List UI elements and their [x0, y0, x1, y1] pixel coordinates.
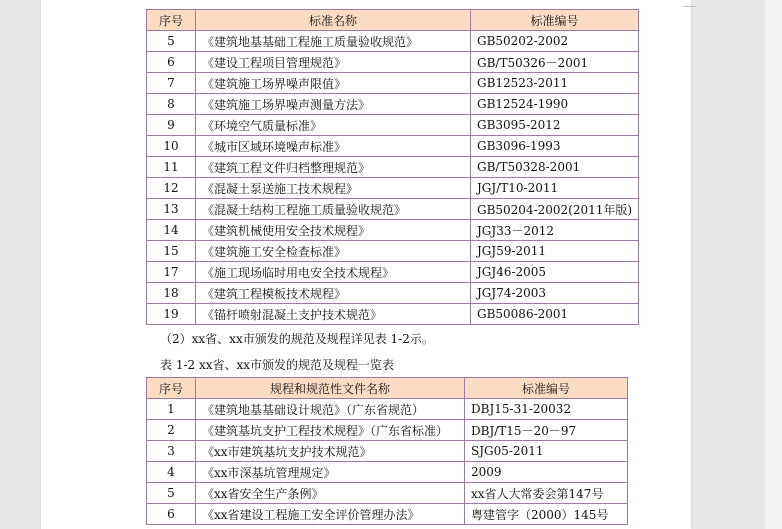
- table-row: [147, 399, 628, 420]
- table-row: [147, 462, 628, 483]
- header-cell: 标准编号: [471, 10, 639, 31]
- table-header-row: [147, 378, 628, 399]
- standard-name-cell: 《xx市建筑基坑支护技术规范》: [196, 441, 465, 462]
- row-number-cell: 18: [147, 283, 196, 304]
- standard-name-cell: 《建筑工程模板技术规程》: [196, 283, 471, 304]
- table-row: [147, 483, 628, 504]
- standard-code-cell: JGJ59-2011: [471, 241, 639, 262]
- standard-name-cell: 《建筑施工安全检查标准》: [196, 241, 471, 262]
- standards-table: [146, 9, 639, 325]
- standard-code-cell: GB50086-2001: [471, 304, 639, 325]
- row-number-cell: 14: [147, 220, 196, 241]
- row-number-cell: 19: [147, 304, 196, 325]
- standard-code-cell: JGJ46-2005: [471, 262, 639, 283]
- standard-code-cell: GB12524-1990: [471, 94, 639, 115]
- standard-name-cell: 《混凝土泵送施工技术规程》: [196, 178, 471, 199]
- standard-code-cell: 2009: [465, 462, 628, 483]
- row-number-cell: 6: [147, 504, 196, 525]
- standard-code-cell: GB50204-2002(2011年版): [471, 199, 639, 220]
- header-cell: 标准名称: [196, 10, 471, 31]
- standard-code-cell: GB3096-1993: [471, 136, 639, 157]
- standard-name-cell: 《锚杆喷射混凝土支护技术规范》: [196, 304, 471, 325]
- standard-code-cell: JGJ33－2012: [471, 220, 639, 241]
- header-cell: 标准编号: [465, 378, 628, 399]
- standard-name-cell: 《建筑地基基础设计规范》（广东省规范）: [196, 399, 465, 420]
- standard-code-cell: GB3095-2012: [471, 115, 639, 136]
- table-row: [147, 73, 639, 94]
- standard-name-cell: 《建筑施工场界噪声限值》: [196, 73, 471, 94]
- standard-name-cell: 《建筑施工场界噪声测量方法》: [196, 94, 471, 115]
- standard-name-cell: 《混凝土结构工程施工质量验收规范》: [196, 199, 471, 220]
- table-row: [147, 136, 639, 157]
- table-header-row: [147, 10, 639, 31]
- standard-code-cell: JGJ/T10-2011: [471, 178, 639, 199]
- standard-name-cell: 《建筑地基基础工程施工质量验收规范》: [196, 31, 471, 52]
- table-row: [147, 441, 628, 462]
- table-row: [147, 31, 639, 52]
- table-row: [147, 115, 639, 136]
- row-number-cell: 15: [147, 241, 196, 262]
- standard-code-cell: JGJ74-2003: [471, 283, 639, 304]
- header-cell: 规程和规范性文件名称: [196, 378, 465, 399]
- row-number-cell: 12: [147, 178, 196, 199]
- standard-name-cell: 《建筑机械使用安全技术规程》: [196, 220, 471, 241]
- standard-name-cell: 《建筑基坑支护工程技术规程》（广东省标准）: [196, 420, 465, 441]
- row-number-cell: 5: [147, 31, 196, 52]
- row-number-cell: 3: [147, 441, 196, 462]
- row-number-cell: 5: [147, 483, 196, 504]
- standard-name-cell: 《建设工程项目管理规范》: [196, 52, 471, 73]
- standard-code-cell: GB50202-2002: [471, 31, 639, 52]
- row-number-cell: 10: [147, 136, 196, 157]
- table-row: [147, 504, 628, 525]
- table-row: [147, 52, 639, 73]
- body-paragraph: （2）xx省、xx市颁发的规范及规程详见表 1-2示。: [160, 332, 434, 346]
- table-row: [147, 94, 639, 115]
- table-row: [147, 262, 639, 283]
- standard-code-cell: xx省人大常委会第147号: [465, 483, 628, 504]
- row-number-cell: 9: [147, 115, 196, 136]
- standard-code-cell: 粤建管字（2000）145号: [465, 504, 628, 525]
- standard-name-cell: 《城市区域环境噪声标准》: [196, 136, 471, 157]
- table-row: [147, 178, 639, 199]
- table-row: [147, 241, 639, 262]
- row-number-cell: 4: [147, 462, 196, 483]
- row-number-cell: 17: [147, 262, 196, 283]
- standard-name-cell: 《施工现场临时用电安全技术规程》: [196, 262, 471, 283]
- header-cell: 序号: [147, 10, 196, 31]
- row-number-cell: 13: [147, 199, 196, 220]
- standard-name-cell: 《xx省安全生产条例》: [196, 483, 465, 504]
- standard-name-cell: 《xx省建设工程施工安全评价管理办法》: [196, 504, 465, 525]
- row-number-cell: 6: [147, 52, 196, 73]
- standard-code-cell: SJG05-2011: [465, 441, 628, 462]
- table-row: [147, 199, 639, 220]
- table-row: [147, 304, 639, 325]
- local-regulations-table: [146, 377, 628, 525]
- table-row: [147, 283, 639, 304]
- row-number-cell: 8: [147, 94, 196, 115]
- standard-code-cell: DBJ15-31-20032: [465, 399, 628, 420]
- scrollbar-track[interactable]: [765, 0, 782, 529]
- standard-name-cell: 《建筑工程文件归档整理规范》: [196, 157, 471, 178]
- standard-code-cell: GB12523-2011: [471, 73, 639, 94]
- page-corner-mark: [684, 6, 696, 7]
- table-caption: 表 1-2 xx省、xx市颁发的规范及规程一览表: [160, 358, 395, 372]
- header-cell: 序号: [147, 378, 196, 399]
- row-number-cell: 2: [147, 420, 196, 441]
- row-number-cell: 1: [147, 399, 196, 420]
- table-row: [147, 420, 628, 441]
- standard-name-cell: 《xx市深基坑管理规定》: [196, 462, 465, 483]
- table-row: [147, 157, 639, 178]
- standard-name-cell: 《环境空气质量标准》: [196, 115, 471, 136]
- row-number-cell: 7: [147, 73, 196, 94]
- standard-code-cell: DBJ/T15－20－97: [465, 420, 628, 441]
- standard-code-cell: GB/T50326－2001: [471, 52, 639, 73]
- standard-code-cell: GB/T50328-2001: [471, 157, 639, 178]
- table-row: [147, 220, 639, 241]
- row-number-cell: 11: [147, 157, 196, 178]
